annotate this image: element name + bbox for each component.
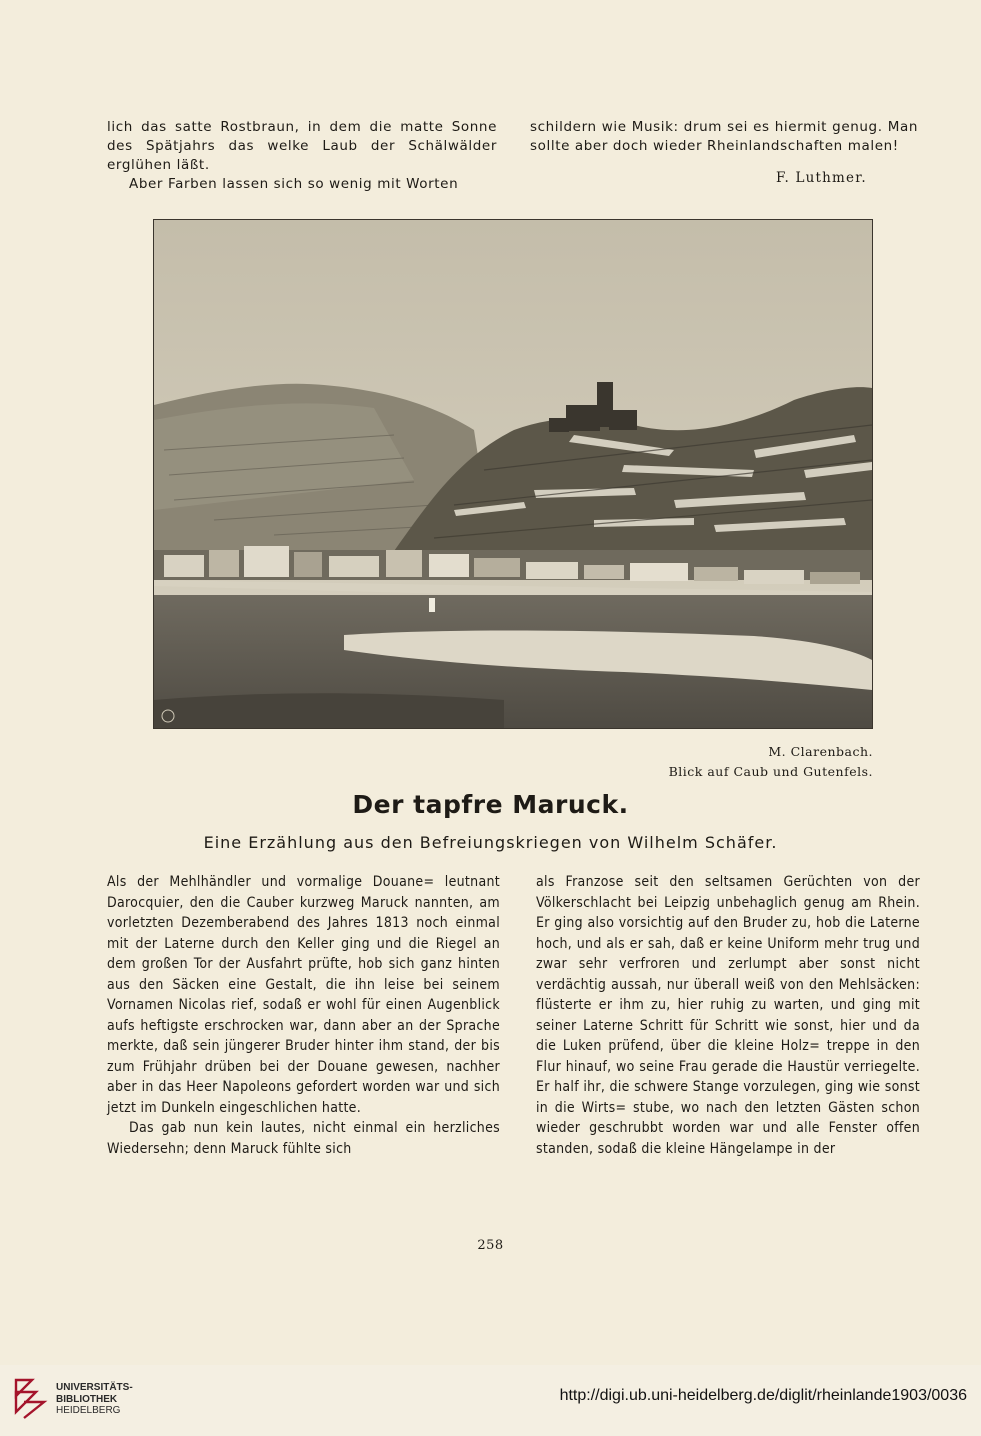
library-line: BIBLIOTHEK xyxy=(56,1393,118,1405)
paragraph: schildern wie Musik: drum sei es hiermit genug. Man sollte aber doch wieder Rheinlandschaften malen! xyxy=(530,119,918,154)
illustration-caption: Blick auf Caub und Gutenfels. xyxy=(668,764,873,779)
story-subtitle: Eine Erzählung aus den Befreiungskriegen von Wilhelm Schäfer. xyxy=(203,833,778,852)
story-right-column xyxy=(536,872,920,1159)
author-signature: F. Luthmer. xyxy=(776,170,867,186)
library-line: HEIDELBERG xyxy=(56,1405,121,1416)
document-url[interactable]: http://digi.ub.uni-heidelberg.de/diglit/rheinlande1903/0036 xyxy=(559,1387,967,1404)
landscape-illustration xyxy=(153,219,873,729)
illustration-artist: M. Clarenbach. xyxy=(768,744,873,759)
paragraph: lich das satte Rostbraun, in dem die matte Sonne des Spätjahrs das welke Laub der Schälwälder erglühen läßt. xyxy=(107,119,497,173)
top-left-column xyxy=(107,118,497,194)
top-right-column xyxy=(530,118,918,156)
story-left-column xyxy=(107,872,500,1159)
paragraph: Das gab nun kein lautes, nicht einmal ein herzliches Wiedersehn; denn Maruck fühlte sich xyxy=(107,1120,500,1157)
paragraph: Aber Farben lassen sich so wenig mit Worten xyxy=(129,176,459,192)
library-logo-icon xyxy=(12,1376,50,1425)
library-line: UNIVERSITÄTS- xyxy=(56,1382,133,1393)
library-name xyxy=(56,1382,133,1417)
story-title: Der tapfre Maruck. xyxy=(352,790,629,819)
page-number: 258 xyxy=(477,1238,504,1253)
paragraph: als Franzose seit den seltsamen Gerüchten von der Völkerschlacht bei Leipzig unbehaglich genug am Rhein. Er ging also vorsichtig auf den Bruder zu, hob die Laterne hoch, und als er sah, daß er keine Uniform mehr trug und zwar sehr verfroren und zerlumpt aber sonst nicht verdächtig aussah, nur überall weiß von den Mehlsäcken: flüsterte er ihm zu, hier ruhig zu warten, und ging mit seiner Laterne Schritt für Schritt wie sonst, hier und da die Luken prüfend, über die kleine Holz= treppe in den Flur hinauf, wo seine Frau gerade die Haustür verriegelte. Er half ihr, die schwere Stange vorzulegen, ging wie sonst in die Wirts= stube, wo nach den letzten Gästen schon wieder geschrubbt worden war und alle Fenster offen standen, sodaß die kleine Hängelampe in der xyxy=(536,874,920,1157)
paragraph: Als der Mehlhändler und vormalige Douane= leutnant Darocquier, den die Cauber kurzweg Maruck nannten, am vorletzten Dezemberabend des Jahres 1813 noch einmal mit der Laterne durch den Keller ging und die Riegel an dem großen Tor der Ausfahrt prüfte, hob sich ganz hinten aus den Säcken eine Gestalt, die ihn leise bei seinem Vornamen Nicolas rief, sodaß er wohl für einen Augenblick aufs heftigste erschrocken war, dann aber an der Sprache merkte, daß sein jüngerer Bruder hinter ihm stand, der bis zum Frühjahr drüben bei der Douane gewesen, nachher aber in das Heer Napoleons gefordert worden war und sich jetzt im Dunkeln eingeschlichen hatte. xyxy=(107,874,500,1116)
